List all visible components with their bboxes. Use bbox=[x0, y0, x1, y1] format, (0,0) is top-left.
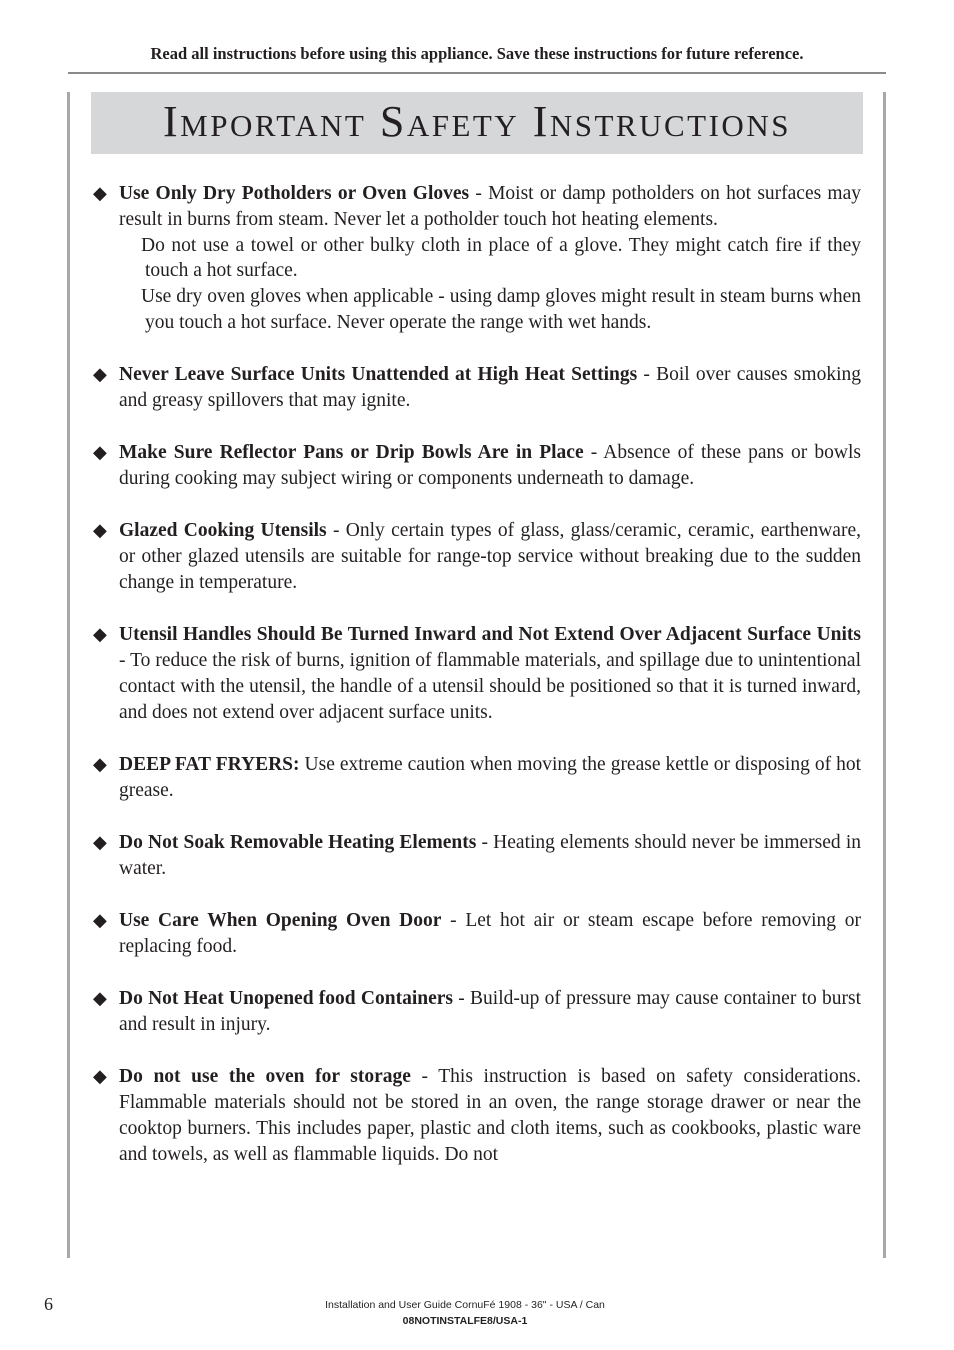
list-item bbox=[93, 830, 861, 882]
diamond-bullet-icon: ◆ bbox=[93, 988, 107, 1009]
footer-document-code: 08NOTINSTALFE8/USA-1 bbox=[402, 1315, 528, 1327]
item-heading: Use Only Dry Potholders or Oven Gloves bbox=[119, 183, 470, 204]
item-heading: Do not use the oven for storage bbox=[119, 1066, 411, 1088]
item-body: - Let hot air or steam escape before removing or replacing food. bbox=[119, 910, 861, 958]
item-heading: Do Not Soak Removable Heating Elements bbox=[119, 832, 477, 854]
item-body: - Only certain types of glass, glass/ceramic, ceramic, earthenware, or other glazed utensils are suitable for range-top service without breaking due to the sudden change in temperature. bbox=[119, 520, 861, 594]
item-heading: Never Leave Surface Units Unattended at High Heat Settings bbox=[119, 364, 638, 386]
diamond-bullet-icon: ◆ bbox=[93, 442, 107, 463]
item-body: - This instruction is based on safety considerations. Flammable materials should not be stored in an oven, the range storage drawer or near the cooktop burners. This includes paper, plastic and cloth items, such as cookbooks, plastic ware and towels, as well as flammable liquids. Do not bbox=[119, 1066, 861, 1165]
safety-instructions-list bbox=[93, 181, 861, 1194]
header-instruction-note: Read all instructions before using this appliance. Save these instructions for future reference. bbox=[150, 44, 804, 63]
left-frame-border bbox=[67, 92, 70, 1258]
item-heading: Make Sure Reflector Pans or Drip Bowls Are in Place bbox=[119, 442, 584, 464]
list-item bbox=[93, 986, 861, 1038]
list-item bbox=[93, 518, 861, 595]
footer bbox=[300, 1297, 630, 1329]
item-heading: Do Not Heat Unopened food Containers bbox=[119, 988, 453, 1010]
item-body: - Moist or damp potholders on hot surfaces may result in burns from steam. Never let a potholder touch hot heating elements. bbox=[119, 183, 861, 230]
title-banner bbox=[91, 92, 863, 154]
header-divider bbox=[68, 72, 886, 74]
item-paragraph: Use dry oven gloves when applicable - using damp gloves might result in steam burns when you touch a hot surface. Never operate the range with wet hands. bbox=[141, 286, 861, 333]
diamond-bullet-icon: ◆ bbox=[93, 1066, 107, 1087]
item-body: - Build-up of pressure may cause container to burst and result in injury. bbox=[119, 988, 862, 1036]
diamond-bullet-icon: ◆ bbox=[93, 624, 107, 645]
item-body: - To reduce the risk of burns, ignition of flammable materials, and spillage due to unintentional contact with the utensil, the handle of a utensil should be positioned so that it is turned inward, and does not extend over adjacent surface units. bbox=[119, 650, 861, 723]
item-heading: DEEP FAT FRYERS: bbox=[119, 754, 300, 776]
list-item bbox=[93, 440, 861, 492]
list-item bbox=[93, 908, 861, 960]
list-item bbox=[93, 752, 861, 804]
item-body: - Heating elements should never be immersed in water. bbox=[119, 832, 862, 879]
list-item bbox=[93, 1064, 861, 1167]
list-item bbox=[93, 622, 861, 725]
page-number: 6 bbox=[44, 1294, 53, 1314]
item-body: - Absence of these pans or bowls during cooking may subject wiring or components underneath to damage. bbox=[119, 442, 861, 490]
item-body: - Boil over causes smoking and greasy spillovers that may ignite. bbox=[119, 364, 861, 412]
diamond-bullet-icon: ◆ bbox=[93, 364, 107, 385]
list-item bbox=[93, 181, 861, 336]
item-paragraph: Do not use a towel or other bulky cloth in place of a glove. They might catch fire if they touch a hot surface. bbox=[141, 234, 861, 282]
item-heading: Glazed Cooking Utensils bbox=[119, 520, 327, 542]
page-title: Important Safety Instructions bbox=[163, 97, 791, 146]
list-item bbox=[93, 362, 861, 414]
diamond-bullet-icon: ◆ bbox=[93, 910, 107, 931]
item-heading: Utensil Handles Should Be Turned Inward and Not Extend Over Adjacent Surface Units bbox=[119, 624, 861, 646]
item-body: Use extreme caution when moving the grease kettle or disposing of hot grease. bbox=[119, 754, 861, 801]
diamond-bullet-icon: ◆ bbox=[93, 754, 107, 775]
item-heading: Use Care When Opening Oven Door bbox=[119, 910, 442, 932]
diamond-bullet-icon: ◆ bbox=[93, 520, 107, 541]
right-frame-border bbox=[883, 92, 886, 1258]
diamond-bullet-icon: ◆ bbox=[93, 183, 107, 203]
footer-guide-title: Installation and User Guide CornuFé 1908 - 36" - USA / Can bbox=[325, 1299, 605, 1311]
diamond-bullet-icon: ◆ bbox=[93, 832, 107, 853]
